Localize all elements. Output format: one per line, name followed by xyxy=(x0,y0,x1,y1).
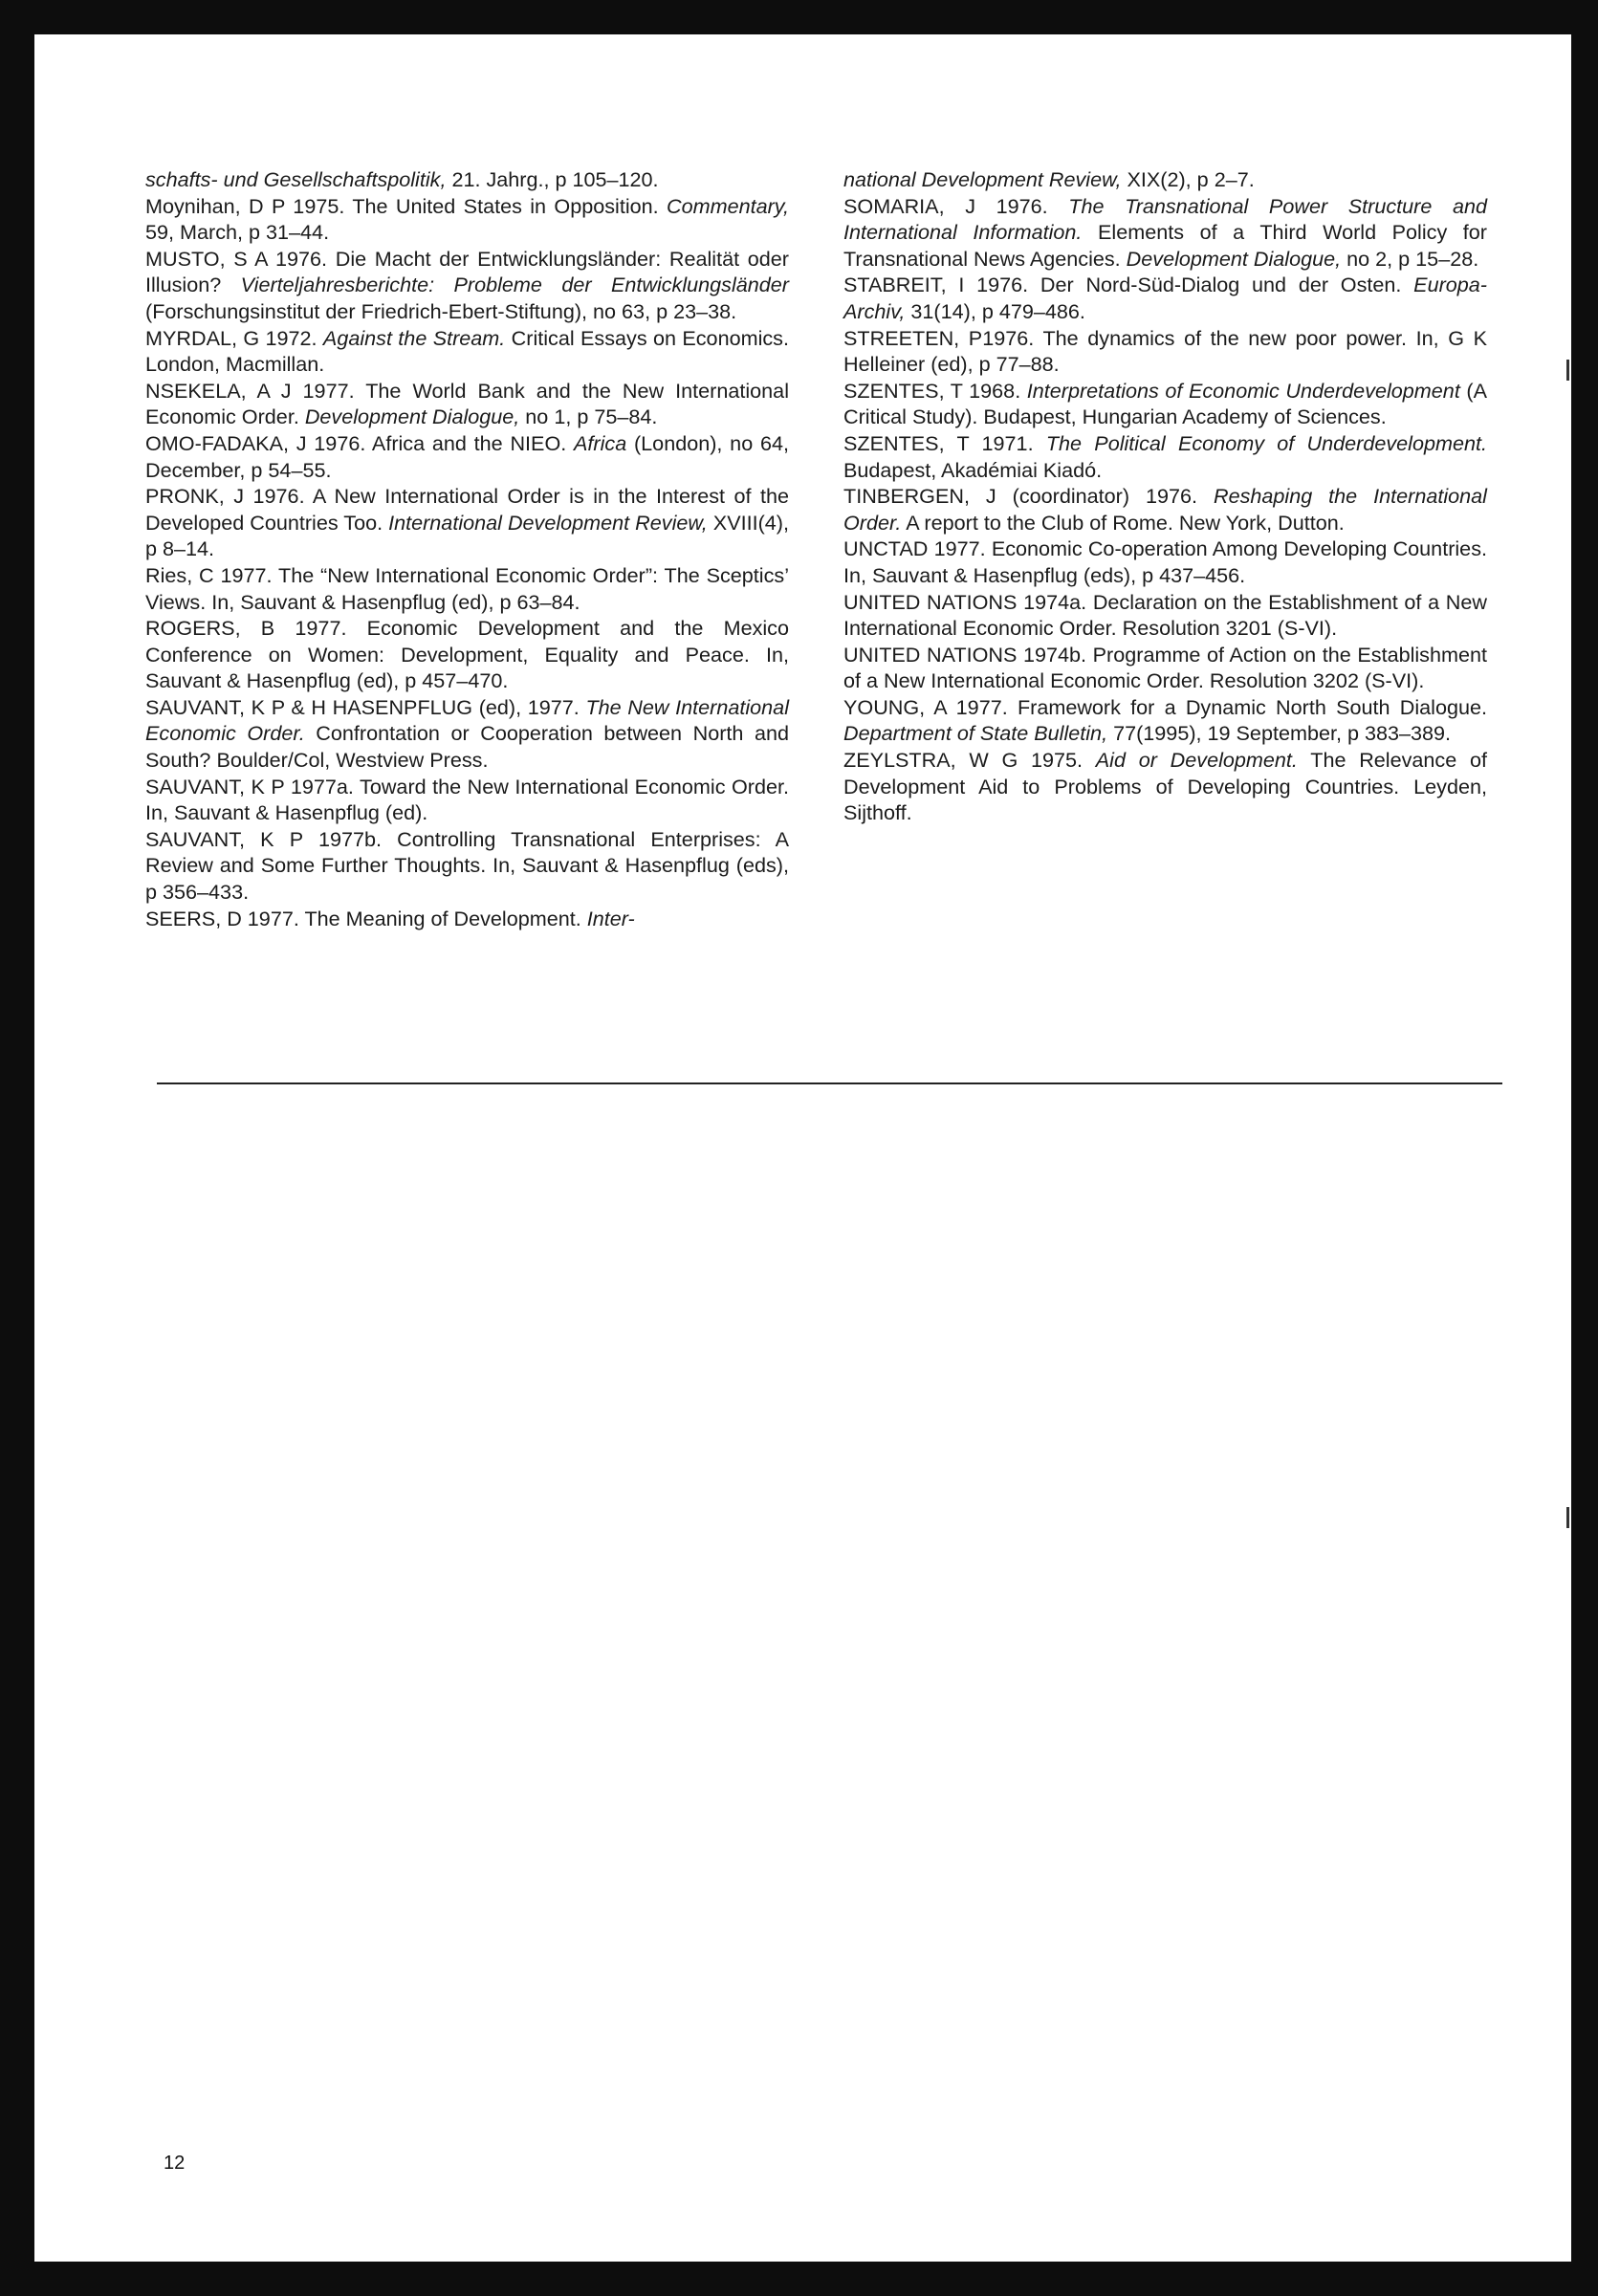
reference-entry: TINBERGEN, J (coordinator) 1976. Reshaping the International Order. A report to the Club of Rome. New York, Dutton. xyxy=(843,484,1487,535)
reference-entry: Ries, C 1977. The “New International Economic Order”: The Sceptics’ Views. In, Sauvant & Hasenpflug (ed), p 63–84. xyxy=(145,562,789,614)
reference-entry: SZENTES, T 1968. Interpretations of Economic Underdevelopment (A Critical Study). Budapest, Hungarian Academy of Sciences. xyxy=(843,378,1487,429)
page-number: 12 xyxy=(164,2153,186,2174)
reference-entry: SAUVANT, K P 1977a. Toward the New International Economic Order. In, Sauvant & Hasenpflug (ed). xyxy=(145,774,789,825)
reference-entry: SOMARIA, J 1976. The Transnational Power Structure and International Information. Elements of a Third World Policy for Transnational News Agencies. Development Dialogue, no 2, p 15–28. xyxy=(843,193,1487,271)
reference-entry: UNITED NATIONS 1974a. Declaration on the Establishment of a New International Economic Order. Resolution 3201 (S-VI). xyxy=(843,589,1487,641)
edge-mark xyxy=(1566,1507,1569,1528)
reference-entry: UNITED NATIONS 1974b. Programme of Action on the Establishment of a New International Economic Order. Resolution 3202 (S-VI). xyxy=(843,642,1487,693)
reference-entry: schafts- und Gesellschaftspolitik, 21. Jahrg., p 105–120. xyxy=(145,167,659,191)
reference-entry: MUSTO, S A 1976. Die Macht der Entwicklungsländer: Realität oder Illusion? Vierteljahresberichte: Probleme der Entwicklungsländer (Forschungsinstitut der Friedrich-Ebert-Stiftung), no 63, p 23–38. xyxy=(145,246,789,323)
reference-entry: STREETEN, P1976. The dynamics of the new poor power. In, G K Helleiner (ed), p 77–88. xyxy=(843,325,1487,377)
reference-entry: Moynihan, D P 1975. The United States in Opposition. Commentary, 59, March, p 31–44. xyxy=(145,193,789,245)
reference-entry: PRONK, J 1976. A New International Order is in the Interest of the Developed Countries Too. International Development Review, XVIII(4), p 8–14. xyxy=(145,484,789,561)
document-page xyxy=(34,34,1571,2262)
references-right-column xyxy=(843,166,1487,826)
reference-entry: SAUVANT, K P 1977b. Controlling Transnational Enterprises: A Review and Some Further Thoughts. In, Sauvant & Hasenpflug (eds), p 356–433. xyxy=(145,826,789,905)
edge-mark xyxy=(1566,360,1569,381)
reference-entry: UNCTAD 1977. Economic Co-operation Among Developing Countries. In, Sauvant & Hasenpflug (eds), p 437–456. xyxy=(843,536,1487,587)
reference-entry: national Development Review, XIX(2), p 2–7. xyxy=(843,167,1255,191)
reference-entry: ZEYLSTRA, W G 1975. Aid or Development. The Relevance of Development Aid to Problems of Developing Countries. Leyden, Sijthoff. xyxy=(843,748,1487,825)
reference-entry: MYRDAL, G 1972. Against the Stream. Critical Essays on Economics. London, Macmillan. xyxy=(145,325,789,377)
horizontal-divider xyxy=(157,1082,1502,1084)
reference-entry: SZENTES, T 1971. The Political Economy of Underdevelopment. Budapest, Akadémiai Kiadó. xyxy=(843,430,1487,482)
reference-entry: YOUNG, A 1977. Framework for a Dynamic North South Dialogue. Department of State Bulletin, 77(1995), 19 September, p 383–389. xyxy=(843,694,1487,746)
reference-entry: NSEKELA, A J 1977. The World Bank and the New International Economic Order. Development Dialogue, no 1, p 75–84. xyxy=(145,378,789,429)
reference-entry: ROGERS, B 1977. Economic Development and the Mexico Conference on Women: Development, Equality and Peace. In, Sauvant & Hasenpflug (ed), p 457–470. xyxy=(145,616,789,693)
references-left-column xyxy=(145,166,789,931)
reference-entry: SAUVANT, K P & H HASENPFLUG (ed), 1977. The New International Economic Order. Confrontation or Cooperation between North and South? Boulder/Col, Westview Press. xyxy=(145,694,789,773)
reference-entry: OMO-FADAKA, J 1976. Africa and the NIEO. Africa (London), no 64, December, p 54–55. xyxy=(145,430,789,482)
reference-entry: SEERS, D 1977. The Meaning of Development. Inter- xyxy=(145,906,635,930)
reference-entry: STABREIT, I 1976. Der Nord-Süd-Dialog und der Osten. Europa-Archiv, 31(14), p 479–486. xyxy=(843,273,1487,323)
